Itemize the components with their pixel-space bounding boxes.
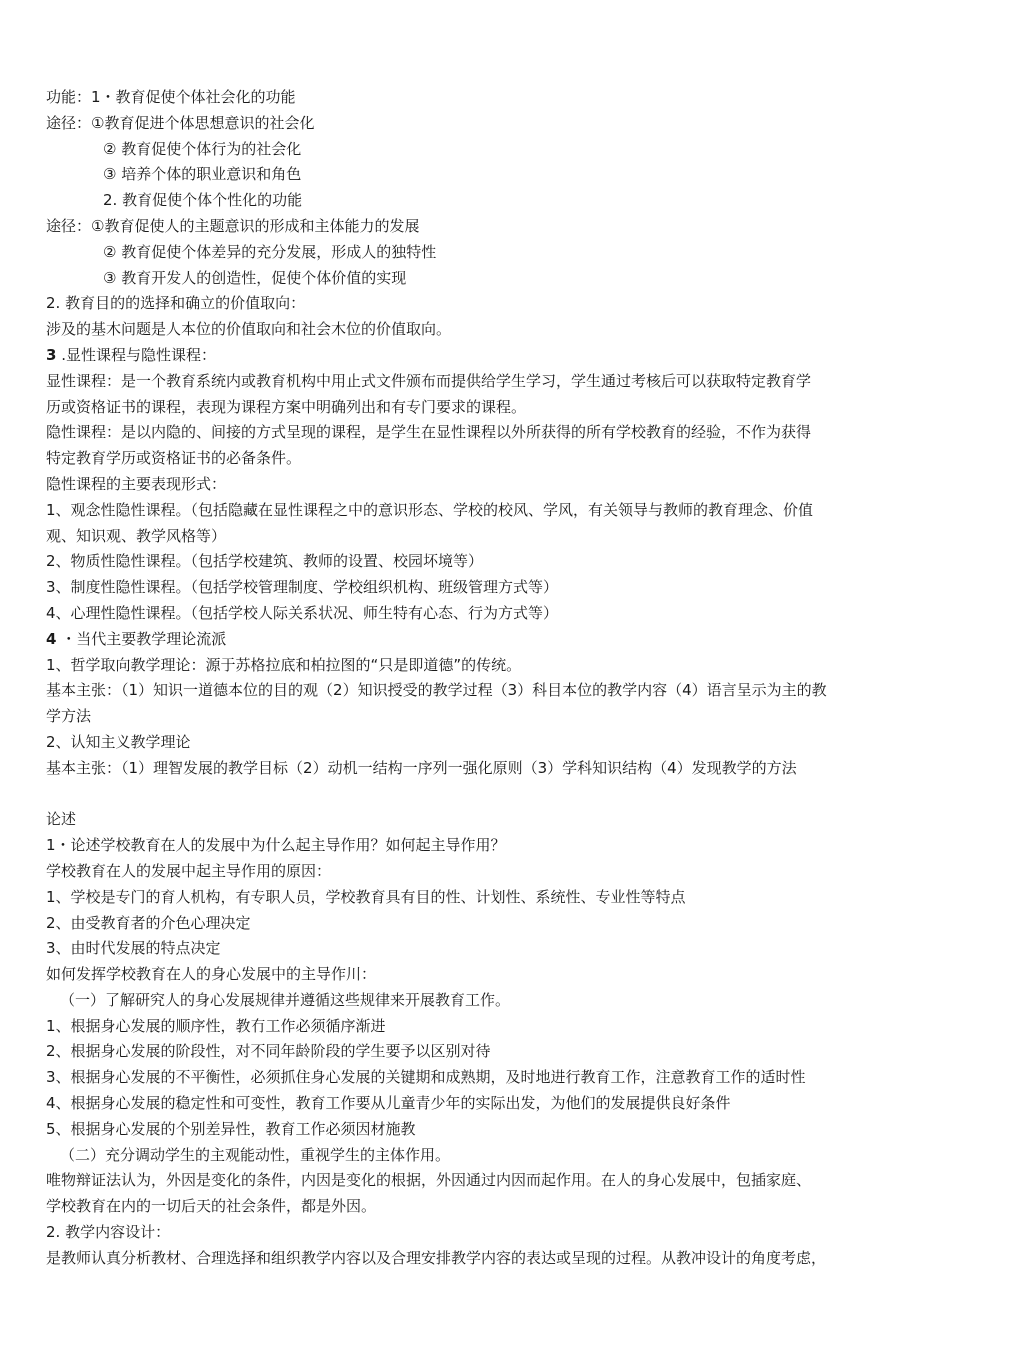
text-line: 1、观念性隐性课程。（包括隐藏在显性课程之中的意识形态、学校的校风、学风，有关领导与教师的教育理念、价值 bbox=[46, 500, 814, 519]
text-line: 3、根据身心发展的不平衡性，必须抓住身心发展的关键期和成熟期，及时地进行教育工作，注意教育工作的适时性 bbox=[46, 1068, 806, 1087]
text-line: ③ 培养个体的职业意识和角色 bbox=[103, 165, 302, 184]
text-line: ② 教育促使个体差异的充分发展，形成人的独特性 bbox=[103, 242, 437, 261]
text-line: 涉及的基木问题是人本位的价值取向和社会木位的价值取向。 bbox=[46, 320, 452, 339]
text-line: 唯物辩证法认为，外因是变化的条件，内因是变化的根据，外因通过内因而起作用。在人的身心发展中，包插家庭、 bbox=[46, 1171, 812, 1190]
text-line: 3 .显性课程与隐性课程： bbox=[46, 345, 216, 364]
text-line: 1、学校是专门的育人机构，有专职人员，学校教育具有目的性、计划性、系统性、专业性等特点 bbox=[46, 887, 686, 906]
text-line: 隐性课程：是以内隐的、间接的方式呈现的课程，是学生在显性课程以外所获得的所有学校教育的经验，不作为获得 bbox=[46, 423, 812, 442]
text-line: 功能：1・教育促使个体社会化的功能 bbox=[46, 88, 296, 106]
text-line: 是教师认真分析教材、合理选择和组织教学内容以及合理安排教学内容的表达或呈现的过程。从教冲设计的角度考虑， bbox=[46, 1248, 827, 1267]
text-line: 特定教育学历或资格证书的必备条件。 bbox=[46, 449, 302, 468]
text-line: 2. 教学内容设计： bbox=[46, 1223, 171, 1242]
text-line: 1・论述学校教育在人的发展中为什么起主导作用？如何起主导作用？ bbox=[46, 836, 506, 855]
text-line: 3、由时代发展的特点决定 bbox=[46, 939, 221, 958]
text-line: ② 教育促使个体行为的社会化 bbox=[103, 139, 302, 158]
text-line: 2. 教育促使个体个性化的功能 bbox=[103, 191, 303, 210]
text-line: 5、根据身心发展的个别差异性，教育工作必须因材施教 bbox=[46, 1119, 416, 1138]
text-line: 4 ・当代主要教学理论流派 bbox=[46, 629, 227, 648]
text-line: 学校教育在人的发展中起主导作用的原因： bbox=[46, 861, 332, 880]
text-line: （一）了解研究人的身心发展规律并遵循这些规律来开展教育工作。 bbox=[60, 990, 511, 1009]
text-line: 论述 bbox=[46, 810, 77, 829]
text-line: 历或资格证书的课程，表现为课程方案中明确列出和有专门要求的课程。 bbox=[46, 397, 527, 416]
text-line: 2、由受教育者的介色心理决定 bbox=[46, 913, 251, 932]
document-body bbox=[0, 85, 1024, 1272]
text-line: 显性课程：是一个教育系统内或教育机构中用止式文件颁布而提供给学生学习，学生通过考核后可以获取特定教育学 bbox=[46, 371, 812, 390]
text-line: （二）充分调动学生的主观能动性，重视学生的主体作用。 bbox=[60, 1145, 451, 1164]
text-line: 4、根据身心发展的稳定性和可变性，教育工作要从儿童青少年的实际出发，为他们的发展提供良好条件 bbox=[46, 1094, 731, 1113]
text-line: 1、哲学取向教学理论：源于苏格拉底和柏拉图的“只是即道德”的传统。 bbox=[46, 655, 522, 674]
text-line: ③ 教育开发人的创造性，促使个体价值的实现 bbox=[103, 268, 407, 287]
text-line: 学校教育在内的一切后天的社会条件，都是外因。 bbox=[46, 1197, 377, 1216]
text-line: 2. 教育目的的选择和确立的价值取向： bbox=[46, 294, 306, 313]
text-line: 4、心理性隐性课程。（包括学校人际关系状况、师生特有心态、行为方式等） bbox=[46, 603, 559, 622]
text-line: 如何发挥学校教育在人的身心发展中的主导作川： bbox=[46, 965, 377, 984]
text-line: 1、根据身心发展的顺序性，教冇工作必须循序渐进 bbox=[46, 1016, 386, 1035]
text-line: 3、制度性隐性课程。（包括学校管理制度、学校组织机构、班级管理方式等） bbox=[46, 578, 559, 597]
text-line: 途径：①教育促进个体思想意识的社会化 bbox=[46, 113, 315, 132]
text-line bbox=[0, 782, 1024, 808]
section-number: 4 bbox=[46, 629, 57, 648]
text-line: 2、物质性隐性课程。（包括学校建筑、教师的设置、校园坏境等） bbox=[46, 552, 484, 571]
text-line: 2、根据身心发展的阶段性，对不同年龄阶段的学生要予以区别对待 bbox=[46, 1042, 491, 1061]
text-line: 途径：①教育促使人的主题意识的形成和主体能力的发展 bbox=[46, 216, 420, 235]
text-line: 基本主张：（1）知识一道德本位的目的观（2）知识授受的教学过程（3）科目本位的教学内容（4）语言呈示为主的教 bbox=[46, 681, 827, 700]
text-line: 2、认知主义教学理论 bbox=[46, 732, 191, 751]
text-line: 学方法 bbox=[46, 707, 92, 726]
text-line: 观、知识观、教学风格等） bbox=[46, 526, 227, 545]
text-line: 隐性课程的主要表现形式： bbox=[46, 474, 227, 493]
text-line: 基本主张：（1）理智发展的教学目标（2）动机一结构一序列一强化原则（3）学科知识结构（4）发现教学的方法 bbox=[46, 758, 797, 777]
section-number: 3 bbox=[46, 345, 57, 364]
